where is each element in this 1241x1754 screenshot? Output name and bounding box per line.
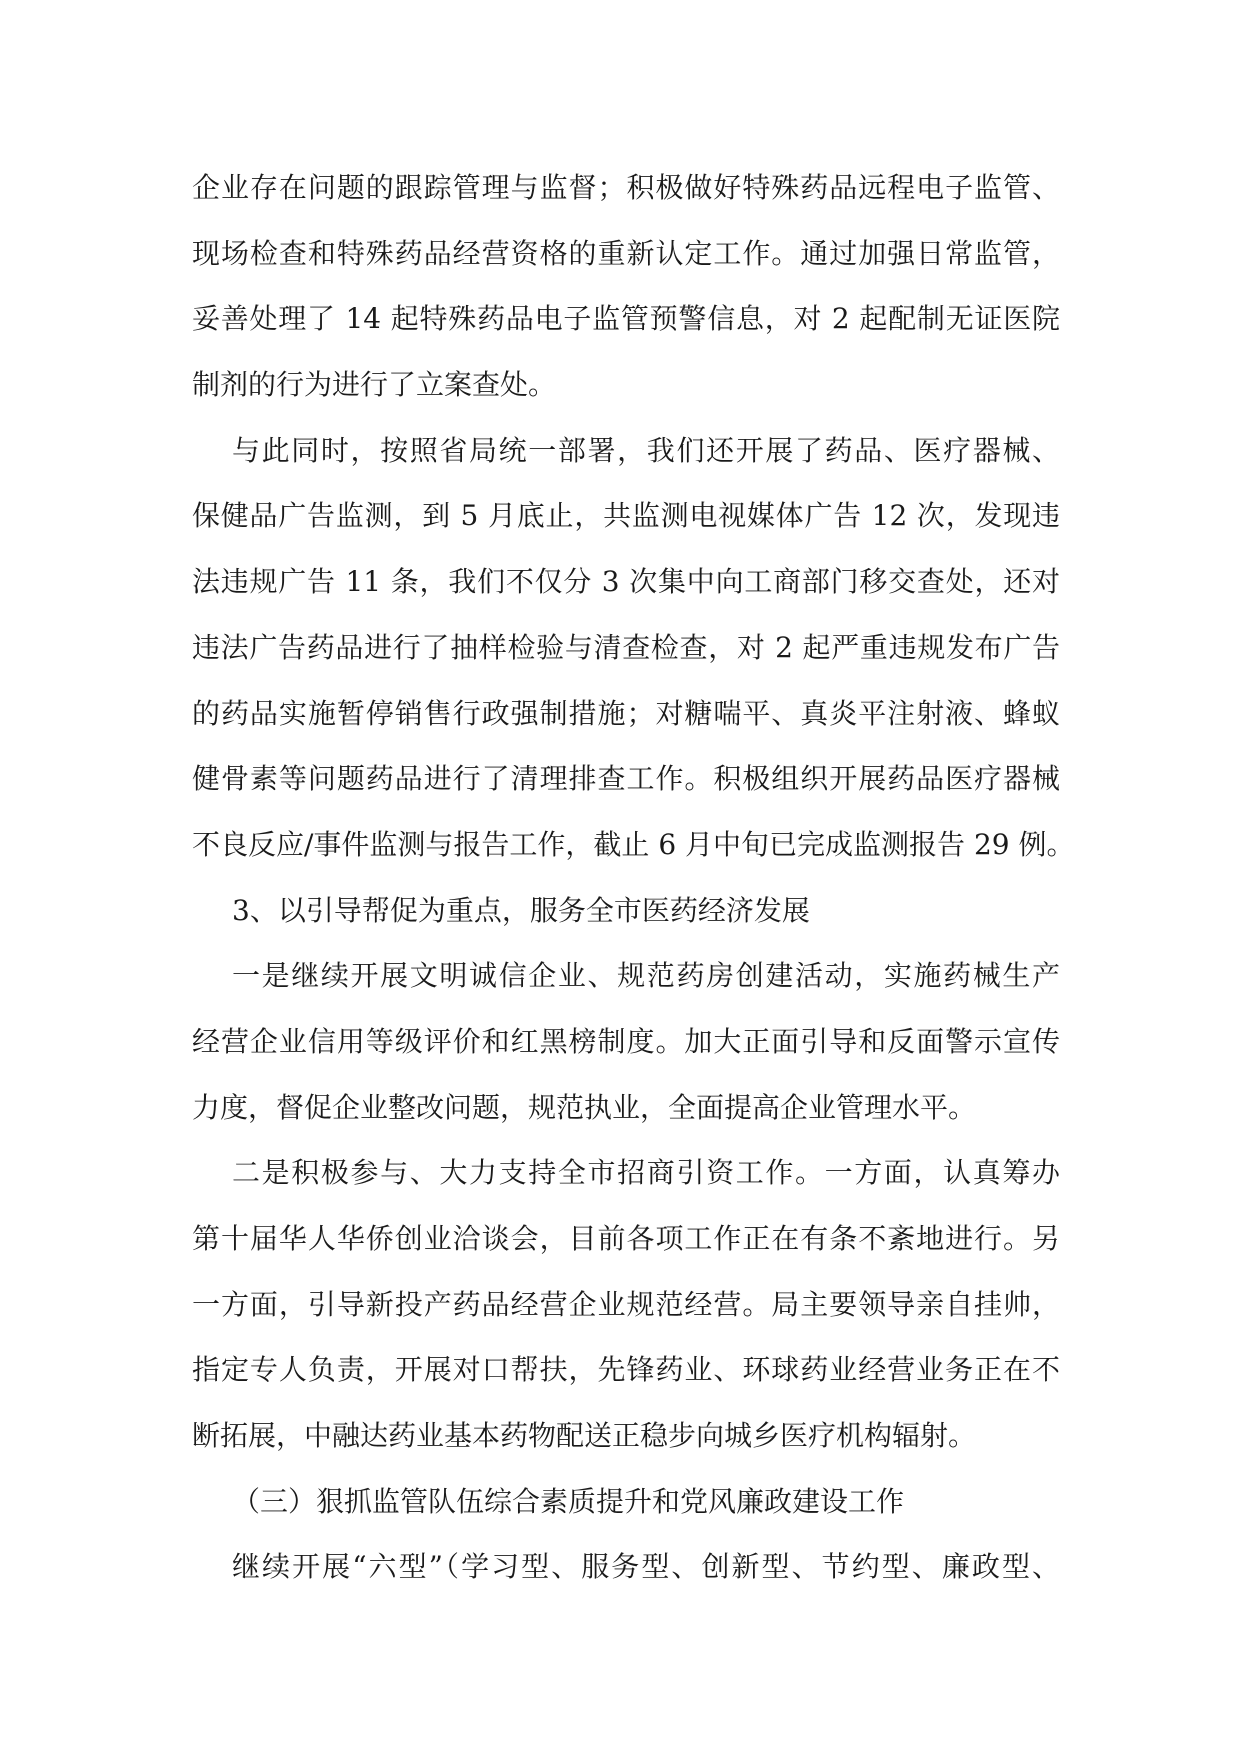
document-body	[192, 155, 1075, 1600]
paragraph-line: 力度，督促企业整改问题，规范执业，全面提高企业管理水平。	[192, 1090, 977, 1124]
paragraph-line: 妥善处理了 14 起特殊药品电子监管预警信息，对 2 起配制无证医院	[192, 302, 1060, 336]
paragraph-line: 健骨素等问题药品进行了清理排查工作。积极组织开展药品医疗器械	[192, 762, 1060, 796]
paragraph-line: 一方面，引导新投产药品经营企业规范经营。局主要领导亲自挂帅，	[192, 1287, 1060, 1321]
paragraph-line: 违法广告药品进行了抽样检验与清查检查，对 2 起严重违规发布广告	[192, 630, 1060, 664]
paragraph-line: 经营企业信用等级评价和红黑榜制度。加大正面引导和反面警示宣传	[192, 1024, 1060, 1058]
paragraph-line: 继续开展“六型”（学习型、服务型、创新型、节约型、廉政型、	[232, 1550, 1060, 1584]
paragraph-line: 与此同时，按照省局统一部署，我们还开展了药品、医疗器械、	[232, 433, 1060, 467]
paragraph-line: 保健品广告监测，到 5 月底止，共监测电视媒体广告 12 次，发现违	[192, 499, 1060, 533]
paragraph-line: 不良反应/事件监测与报告工作，截止 6 月中旬已完成监测报告 29 例。	[192, 827, 1075, 861]
paragraph-line: 第十届华人华侨创业洽谈会，目前各项工作正在有条不紊地进行。另	[192, 1222, 1060, 1255]
section-heading: （三）狠抓监管队伍综合素质提升和党风廉政建设工作	[232, 1484, 905, 1518]
paragraph-line: 法违规广告 11 条，我们不仅分 3 次集中向工商部门移交查处，还对	[192, 565, 1060, 599]
paragraph-line: 二是积极参与、大力支持全市招商引资工作。一方面，认真筹办	[232, 1156, 1060, 1190]
paragraph-line: 企业存在问题的跟踪管理与监督；积极做好特殊药品远程电子监管、	[192, 171, 1060, 204]
paragraph-line: 现场检查和特殊药品经营资格的重新认定工作。通过加强日常监管，	[192, 236, 1060, 270]
paragraph-line: 一是继续开展文明诚信企业、规范药房创建活动，实施药械生产	[232, 959, 1060, 993]
paragraph-line: 指定专人负责，开展对口帮扶，先锋药业、环球药业经营业务正在不	[192, 1353, 1060, 1387]
paragraph-line: 的药品实施暂停销售行政强制措施；对糖喘平、真炎平注射液、蜂蚁	[192, 696, 1060, 730]
paragraph-line: 断拓展，中融达药业基本药物配送正稳步向城乡医疗机构辐射。	[192, 1419, 977, 1453]
paragraph-line: 制剂的行为进行了立案查处。	[192, 368, 557, 402]
section-heading: 3、以引导帮促为重点，服务全市医药经济发展	[232, 893, 810, 927]
